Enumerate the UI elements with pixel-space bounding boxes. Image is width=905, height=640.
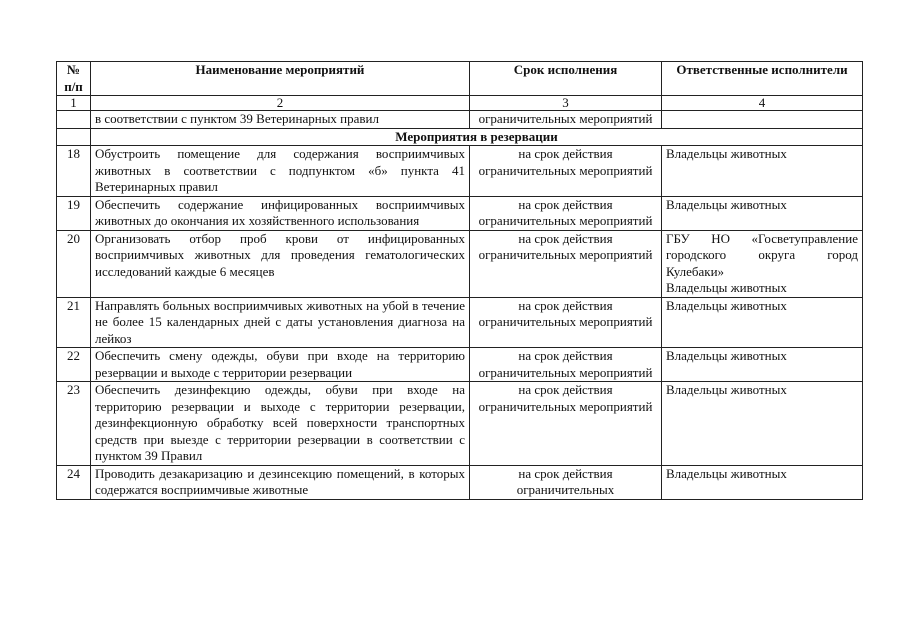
row-responsible: Владельцы животных — [662, 348, 863, 382]
row-deadline: на срок действия ограничительных мероприятий — [470, 196, 662, 230]
table-row — [57, 146, 863, 197]
table-row — [57, 465, 863, 499]
row-deadline: на срок действия ограничительных — [470, 465, 662, 499]
row-number: 21 — [57, 297, 91, 348]
row-measure: Обустроить помещение для содержания восприимчивых животных в соответствии с подпунктом «б» пункта 41 Ветеринарных правил — [91, 146, 470, 197]
row-number: 18 — [57, 146, 91, 197]
row-deadline: на срок действия ограничительных мероприятий — [470, 146, 662, 197]
row-measure: Обеспечить смену одежды, обуви при входе на территорию резервации и выходе с территории резервации — [91, 348, 470, 382]
measures-table — [56, 61, 863, 500]
column-number: 1 — [57, 96, 91, 111]
row-deadline: ограничительных мероприятий — [470, 111, 662, 129]
section-row — [57, 128, 863, 146]
row-deadline: на срок действия ограничительных мероприятий — [470, 382, 662, 466]
row-measure: в соответствии с пунктом 39 Ветеринарных правил — [91, 111, 470, 129]
table-row — [57, 230, 863, 297]
table-row — [57, 382, 863, 466]
responsible-organization: ГБУ НО «Госветуправление городского округа город Кулебаки» — [666, 230, 858, 279]
continuation-row — [57, 111, 863, 129]
row-number: 23 — [57, 382, 91, 466]
row-responsible: Владельцы животных — [662, 297, 863, 348]
column-number-row — [57, 96, 863, 111]
header-responsible: Ответственные исполнители — [662, 62, 863, 96]
responsible-owners: Владельцы животных — [666, 280, 787, 295]
table-row — [57, 196, 863, 230]
row-number: 20 — [57, 230, 91, 297]
table-row — [57, 348, 863, 382]
header-measures: Наименование мероприятий — [91, 62, 470, 96]
row-responsible: Владельцы животных — [662, 196, 863, 230]
row-deadline: на срок действия ограничительных мероприятий — [470, 297, 662, 348]
row-number: 19 — [57, 196, 91, 230]
header-number: № п/п — [57, 62, 91, 96]
row-measure: Обеспечить содержание инфицированных восприимчивых животных до окончания их хозяйственного использования — [91, 196, 470, 230]
section-number-cell — [57, 128, 91, 146]
row-responsible: Владельцы животных — [662, 465, 863, 499]
section-title: Мероприятия в резервации — [91, 128, 863, 146]
row-responsible: Владельцы животных — [662, 146, 863, 197]
row-responsible: Владельцы животных — [662, 382, 863, 466]
column-number: 4 — [662, 96, 863, 111]
column-number: 3 — [470, 96, 662, 111]
header-deadline: Срок исполнения — [470, 62, 662, 96]
row-deadline: на срок действия ограничительных мероприятий — [470, 230, 662, 297]
row-number: 24 — [57, 465, 91, 499]
row-number: 22 — [57, 348, 91, 382]
table-row — [57, 297, 863, 348]
row-measure: Обеспечить дезинфекцию одежды, обуви при входе на территорию резервации и выходе с территории резервации, дезинфекционную обработку всей поверхности транспортных средств при выезде с территории резервации в соответствии с пунктом 39 Правил — [91, 382, 470, 466]
row-measure: Проводить дезакаризацию и дезинсекцию помещений, в которых содержатся восприимчивые животные — [91, 465, 470, 499]
column-number: 2 — [91, 96, 470, 111]
row-measure: Направлять больных восприимчивых животных на убой в течение не более 15 календарных дней с даты установления диагноза на лейкоз — [91, 297, 470, 348]
row-responsible — [662, 111, 863, 129]
row-measure: Организовать отбор проб крови от инфицированных восприимчивых животных для проведения гематологических исследований каждые 6 месяцев — [91, 230, 470, 297]
table-header-row — [57, 62, 863, 96]
row-responsible — [662, 230, 863, 297]
row-deadline: на срок действия ограничительных мероприятий — [470, 348, 662, 382]
row-number — [57, 111, 91, 129]
